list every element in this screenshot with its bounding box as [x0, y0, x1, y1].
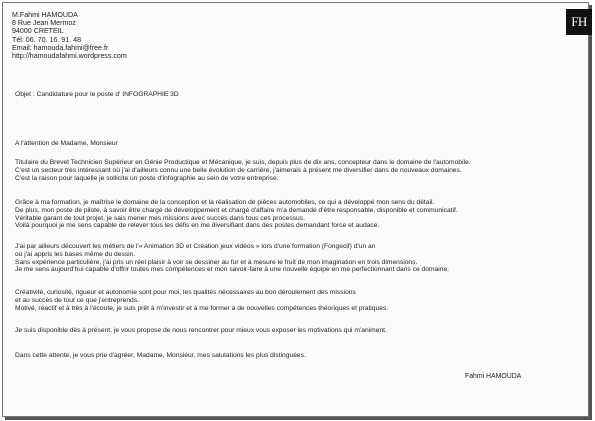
paragraph-line: De plus, mon poste de pilote, à savoir être chargé de développement et chargé d'affaire m'a demandé d'être responsable, disponible et communicatif.	[15, 206, 458, 214]
paragraph-line: Sans expérience particulière, j'ai pris un réel plaisir à voir se dessiner au fur et à mesure le fruit de mon imagination en trois dimensions.	[15, 258, 418, 266]
paragraph-line: Voilà pourquoi je me sens capable de relever tous les défis en me diversifiant dans des postes demandant force et audace.	[15, 222, 380, 230]
signature: Fahmi HAMOUDA	[465, 373, 522, 380]
paragraph-line: C'est la raison pour laquelle je sollicite un poste d'infographie au sein de votre entreprise.	[15, 174, 279, 182]
sender-website: http://hamoudafahmi.wordpress.com	[12, 52, 127, 61]
sender-name: M.Fahmi HAMOUDA	[12, 11, 78, 19]
paragraph-4	[15, 289, 388, 312]
paragraph-line: Grâce à ma formation, je maîtrise le domaine de la conception et la réalisation de pièces automobiles, ce qui a développé mon sens du détail.	[15, 199, 435, 206]
paragraph-line: Titulaire du Brevet Technicien Supérieur en Génie Productique et Mécanique, je suis, depuis plus de dix ans, concepteur dans le domaine de l'automobile.	[15, 159, 471, 166]
paragraph-1	[15, 159, 471, 182]
sender-street: 8 Rue Jean Mermoz	[12, 19, 76, 28]
paragraph-line: J'ai par ailleurs découvert les métiers de l'« Animation 3D et Création jeux vidéos » lors d'une formation (Fongecif) d'un an	[15, 243, 376, 250]
paragraph-line: Véritable garant de tout projet, je sais mener mes missions avec succès dans tous ces processus.	[15, 214, 305, 222]
paragraph-line: et au succès de tout ce que j'entreprends.	[15, 296, 139, 304]
paragraph-line: où j'ai appris les bases même du dessin.	[15, 250, 136, 258]
paragraph-line: C'est un secteur très intéressant où j'ai d'ailleurs connu une belle évolution de carrière, j'aimerais à présent me diversifier dans de nouveaux domaines.	[15, 166, 462, 174]
paragraph-line: Je me sens aujourd'hui capable d'offrir toutes mes compétences et mon savoir-faire à une nouvelle équipe en me perfectionnant dans ce domaine.	[15, 266, 450, 274]
sender-block	[12, 11, 127, 60]
closing-line: Dans cette attente, je vous prie d'agréer, Madame, Monsieur, mes salutations les plus distinguées.	[15, 352, 306, 359]
paragraph-line: Motivé, réactif et à très à l'écoute, je suis prêt à m'investir et à me former à de nouvelles compétences théoriques et pratiques.	[15, 304, 389, 312]
letter-page	[2, 2, 589, 417]
paragraph-3	[15, 243, 449, 274]
sender-phone: Tél: 06. 70. 16. 91. 48	[12, 35, 82, 44]
fh-logo-icon: FH	[566, 9, 592, 35]
subject-line: Objet : Candidature pour le poste d' INFOGRAPHIE 3D	[15, 91, 179, 98]
paragraph-line: Créativité, curiosité, rigueur et autonomie sont pour moi, les qualités nécessaires au bon déroulement des missions	[15, 289, 356, 296]
paragraph-5: Je suis disponible dès à présent, je vous propose de nous rencontrer pour mieux vous exposer les motivations qui m'animent.	[15, 327, 387, 334]
sender-email: Email: hamouda.fahmi@free.fr	[12, 43, 109, 52]
salutation: A l'attention de Madame, Monsieur	[15, 140, 118, 147]
paragraph-2	[15, 199, 458, 230]
sender-city: 94000 CRETEIL	[12, 27, 64, 36]
